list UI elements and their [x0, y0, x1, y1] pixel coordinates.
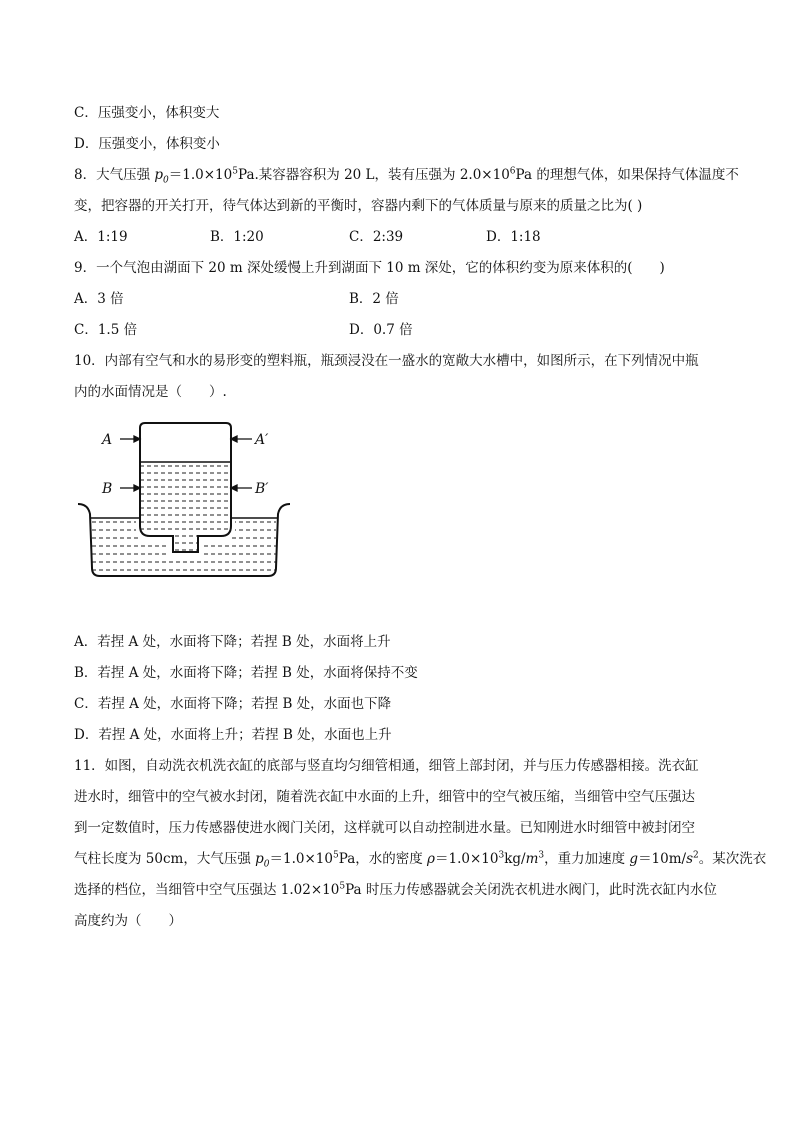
- q11-stem-line4: 气柱长度为 50cm，大气压强 $p_0=1.0\times 10^5Pa$，水的密度 $\rho=1.0\times 10^3kg/m^3$，重力加速度 $g=10m/s^2$。某次洗衣: [74, 850, 767, 870]
- q10-stem-line2: 内的水面情况是（ ）.: [74, 384, 227, 400]
- label-b-prime: B′: [255, 481, 269, 497]
- q8-option-d: D．1:18: [486, 229, 541, 245]
- q8-option-a: A．1:19: [74, 229, 128, 245]
- q9-stem: 9．一个气泡由湖面下 20 m 深处缓慢上升到湖面下 10 m 深处，它的体积约变为原来体积的( ): [74, 260, 665, 276]
- bottle-in-tank-figure: [74, 418, 304, 580]
- q9-option-c: C．1.5 倍: [74, 322, 138, 338]
- q8-option-c: C．2:39: [349, 229, 404, 245]
- label-a: A: [102, 432, 113, 448]
- q9-option-d: D．0.7 倍: [349, 322, 413, 338]
- q7-option-c: C．压强变小，体积变大: [74, 105, 220, 121]
- q9-option-a: A．3 倍: [74, 291, 124, 307]
- q10-option-a: A．若捏 A 处，水面将下降；若捏 B 处，水面将上升: [74, 634, 391, 650]
- q10-stem-line1: 10．内部有空气和水的易形变的塑料瓶，瓶颈浸没在一盛水的宽敞大水槽中，如图所示，在下列情况中瓶: [74, 353, 699, 369]
- q8-option-b: B．1:20: [210, 229, 264, 245]
- q11-stem-line3: 到一定数值时，压力传感器使进水阀门关闭，这样就可以自动控制进水量。已知刚进水时细管中被封闭空: [74, 820, 695, 836]
- q10-option-b: B．若捏 A 处，水面将下降；若捏 B 处，水面将保持不变: [74, 665, 418, 681]
- q8-stem-line1: 8．大气压强 $p_0=1.0\times 10^5Pa$.某容器容积为 20 L，装有压强为 $2.0\times 10^6Pa$ 的理想气体，如果保持气体温度不: [74, 166, 739, 186]
- q9-option-b: B．2 倍: [349, 291, 399, 307]
- q10-option-d: D．若捏 A 处，水面将上升；若捏 B 处，水面也上升: [74, 727, 392, 743]
- q11-stem-line2: 进水时，细管中的空气被水封闭，随着洗衣缸中水面的上升，细管中的空气被压缩，当细管中空气压强达: [74, 789, 695, 805]
- q10-option-c: C．若捏 A 处，水面将下降；若捏 B 处，水面也下降: [74, 696, 392, 712]
- label-b: B: [102, 481, 113, 497]
- q7-option-d: D．压强变小，体积变小: [74, 136, 220, 152]
- label-a-prime: A′: [255, 432, 269, 448]
- q11-stem-line6: 高度约为（ ）: [74, 913, 182, 929]
- q11-stem-line1: 11．如图，自动洗衣机洗衣缸的底部与竖直均匀细管相通，细管上部封闭，并与压力传感器相接。洗衣缸: [74, 758, 699, 774]
- bottle-water: [134, 462, 244, 557]
- q11-stem-line5: 选择的档位，当细管中空气压强达 $1.02\times 10^5Pa$ 时压力传感器就会关闭洗衣机进水阀门，此时洗衣缸内水位: [74, 881, 717, 898]
- q8-stem-line2: 变，把容器的开关打开，待气体达到新的平衡时，容器内剩下的气体质量与原来的质量之比为( ): [74, 198, 643, 214]
